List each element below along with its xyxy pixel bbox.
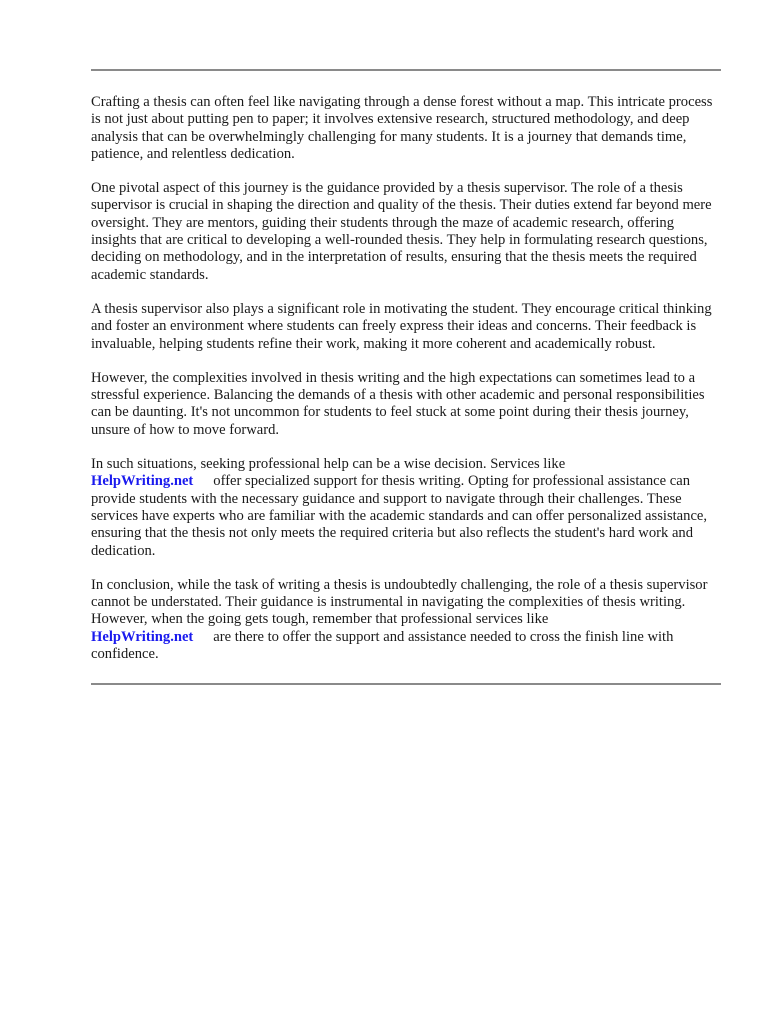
bottom-divider bbox=[91, 683, 721, 685]
paragraph-5-lead: In such situations, seeking professional help can be a wise decision. Services like bbox=[91, 456, 566, 473]
document-page bbox=[91, 62, 721, 685]
helpwriting-link-2[interactable]: HelpWriting.net bbox=[91, 628, 194, 645]
paragraph-4: However, the complexities involved in thesis writing and the high expectations can sometimes lead to a stressful experience. Balancing the demands of a thesis with other academic and personal responsibilities can be daunting. It's not uncommon for students to feel stuck at some point during their thesis journey, unsure of how to move forward. bbox=[91, 369, 705, 438]
paragraph-2: One pivotal aspect of this journey is the guidance provided by a thesis supervisor. The role of a thesis supervisor is crucial in shaping the direction and quality of the thesis. Their duties extend far beyond mere oversight. They are mentors, guiding their students through the maze of academic research, offering insights that are critical to developing a well-rounded thesis. They help in formulating research questions, deciding on methodology, and in the interpretation of results, ensuring that the thesis meets the required academic standards. bbox=[91, 180, 712, 283]
paragraph-5 bbox=[91, 456, 721, 560]
paragraph-1: Crafting a thesis can often feel like navigating through a dense forest without a map. This intricate process is not just about putting pen to paper; it involves extensive research, structured methodology, and deep analysis that can be overwhelmingly challenging for many students. It is a journey that demands time, patience, and relentless dedication. bbox=[91, 94, 713, 162]
paragraph-6-lead: In conclusion, while the task of writing a thesis is undoubtedly challenging, the role of a thesis supervisor cannot be understated. Their guidance is instrumental in navigating the complexities of thesis writing. However, when the going gets tough, remember that professional services like bbox=[91, 576, 708, 628]
paragraph-3: A thesis supervisor also plays a significant role in motivating the student. They encourage critical thinking and foster an environment where students can freely express their ideas and concerns. Their feedback is invaluable, helping students refine their work, making it more coherent and academically robust. bbox=[91, 300, 712, 352]
document-body bbox=[91, 71, 721, 663]
paragraph-5-rest: offer specialized support for thesis writing. Opting for professional assistance can provide students with the necessary guidance and support to navigate through their challenges. These services have experts who are familiar with the academic standards and can offer personalized assistance, ensuring that the thesis not only meets the required criteria but also reflects the student's hard work and dedication. bbox=[91, 473, 708, 559]
paragraph-6-rest: are there to offer the support and assistance needed to cross the finish line with confidence. bbox=[91, 628, 674, 663]
helpwriting-link[interactable]: HelpWriting.net bbox=[91, 473, 194, 490]
paragraph-6 bbox=[91, 577, 721, 663]
